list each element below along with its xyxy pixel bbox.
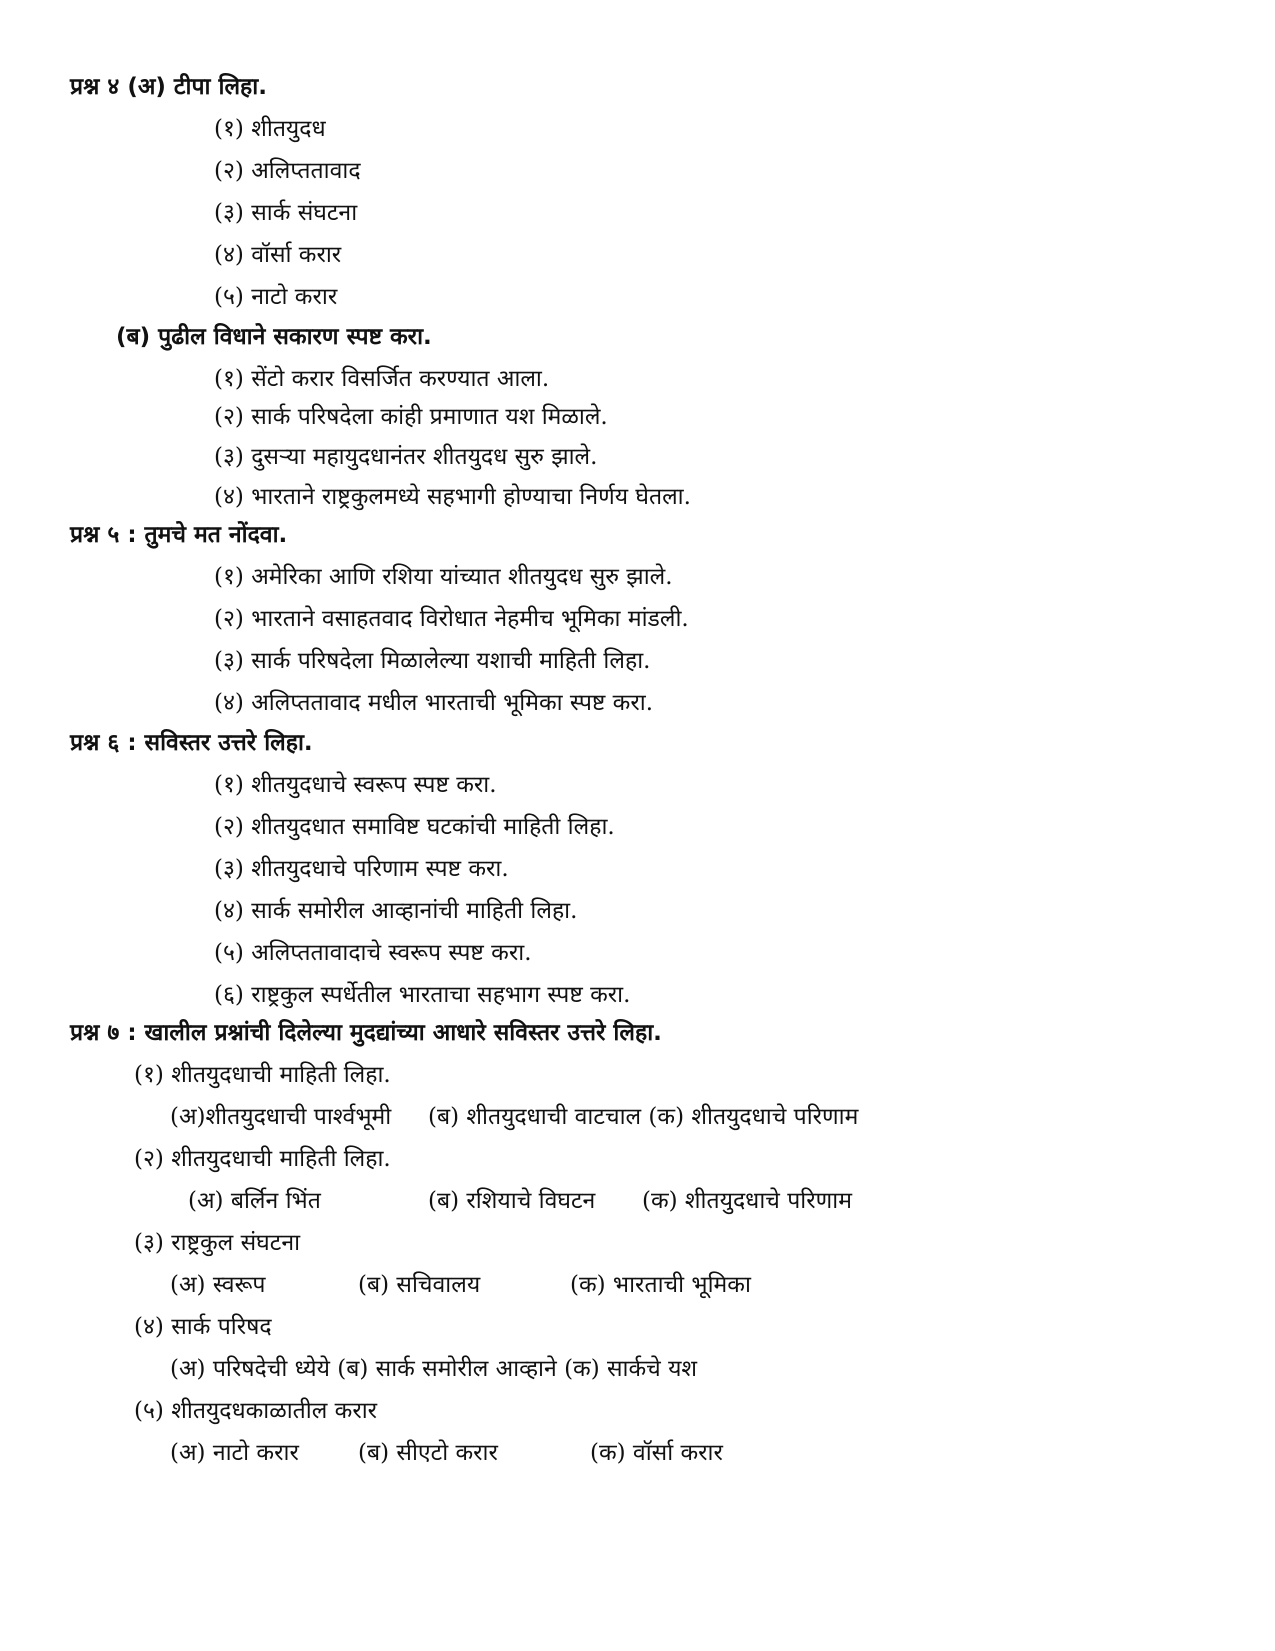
q7-group-5-point-1: (अ) नाटो करार xyxy=(170,1440,299,1466)
q5-item-3: (३) सार्क परिषदेला मिळालेल्या यशाची माहिती लिहा. xyxy=(214,648,651,674)
q7-group-4-point-1: (अ) परिषदेची ध्येये (ब) सार्क समोरील आव्हाने (क) सार्कचे यश xyxy=(170,1356,698,1382)
q6-item-1: (१) शीतयुदधाचे स्वरूप स्पष्ट करा. xyxy=(214,772,497,798)
q7-group-4-title: (४) सार्क परिषद xyxy=(134,1314,272,1340)
q4-item-5: (५) नाटो करार xyxy=(214,284,338,310)
q4-b-item-2: (२) सार्क परिषदेला कांही प्रमाणात यश मिळाले. xyxy=(214,404,608,430)
q7-group-1-point-2: (ब) शीतयुदधाची वाटचाल (क) शीतयुदधाचे परिणाम xyxy=(428,1104,859,1130)
q5-heading: प्रश्न ५ : तुमचे मत नोंदवा. xyxy=(70,522,288,548)
q7-group-5-point-2: (ब) सीएटो करार xyxy=(358,1440,498,1466)
q4-item-2: (२) अलिप्ततावाद xyxy=(214,158,361,184)
q7-group-3-point-3: (क) भारताची भूमिका xyxy=(570,1272,751,1298)
q5-item-4: (४) अलिप्ततावाद मधील भारताची भूमिका स्पष्ट करा. xyxy=(214,690,654,716)
q7-group-3-title: (३) राष्ट्रकुल संघटना xyxy=(134,1230,301,1256)
q6-item-2: (२) शीतयुदधात समाविष्ट घटकांची माहिती लिहा. xyxy=(214,814,615,840)
q7-group-1-point-1: (अ)शीतयुदधाची पार्श्वभूमी xyxy=(170,1104,392,1130)
q4-heading: प्रश्न ४ (अ) टीपा लिहा. xyxy=(70,74,267,100)
q4-b-heading: (ब) पुढील विधाने सकारण स्पष्ट करा. xyxy=(116,324,432,350)
q6-item-5: (५) अलिप्ततावादाचे स्वरूप स्पष्ट करा. xyxy=(214,940,532,966)
q7-group-2-point-3: (क) शीतयुदधाचे परिणाम xyxy=(642,1188,852,1214)
q7-group-2-title: (२) शीतयुदधाची माहिती लिहा. xyxy=(134,1146,391,1172)
q7-group-2-point-1: (अ) बर्लिन भिंत xyxy=(188,1188,321,1214)
q5-item-1: (१) अमेरिका आणि रशिया यांच्यात शीतयुदध सुरु झाले. xyxy=(214,564,673,590)
q6-item-6: (६) राष्ट्रकुल स्पर्धेतील भारताचा सहभाग स्पष्ट करा. xyxy=(214,982,631,1008)
q4-item-1: (१) शीतयुदध xyxy=(214,116,326,142)
q4-item-3: (३) सार्क संघटना xyxy=(214,200,358,226)
q7-group-3-point-1: (अ) स्वरूप xyxy=(170,1272,266,1298)
q6-heading: प्रश्न ६ : सविस्तर उत्तरे लिहा. xyxy=(70,730,313,756)
q7-group-3-point-2: (ब) सचिवालय xyxy=(358,1272,481,1298)
q7-heading: प्रश्न ७ : खालील प्रश्नांची दिलेल्या मुदद्यांच्या आधारे सविस्तर उत्तरे लिहा. xyxy=(70,1020,662,1046)
q7-group-5-title: (५) शीतयुदधकाळातील करार xyxy=(134,1398,378,1424)
q7-group-2-point-2: (ब) रशियाचे विघटन xyxy=(428,1188,596,1214)
q4-b-item-1: (१) सेंटो करार विसर्जित करण्यात आला. xyxy=(214,366,550,392)
q4-b-item-3: (३) दुसऱ्या महायुदधानंतर शीतयुदध सुरु झाले. xyxy=(214,444,598,470)
q7-group-5-point-3: (क) वॉर्सा करार xyxy=(590,1440,723,1466)
q4-item-4: (४) वॉर्सा करार xyxy=(214,242,342,268)
q7-group-1-title: (१) शीतयुदधाची माहिती लिहा. xyxy=(134,1062,391,1088)
q5-item-2: (२) भारताने वसाहतवाद विरोधात नेहमीच भूमिका मांडली. xyxy=(214,606,689,632)
q6-item-4: (४) सार्क समोरील आव्हानांची माहिती लिहा. xyxy=(214,898,578,924)
q4-b-item-4: (४) भारताने राष्ट्रकुलमध्ये सहभागी होण्याचा निर्णय घेतला. xyxy=(214,484,691,510)
q6-item-3: (३) शीतयुदधाचे परिणाम स्पष्ट करा. xyxy=(214,856,509,882)
